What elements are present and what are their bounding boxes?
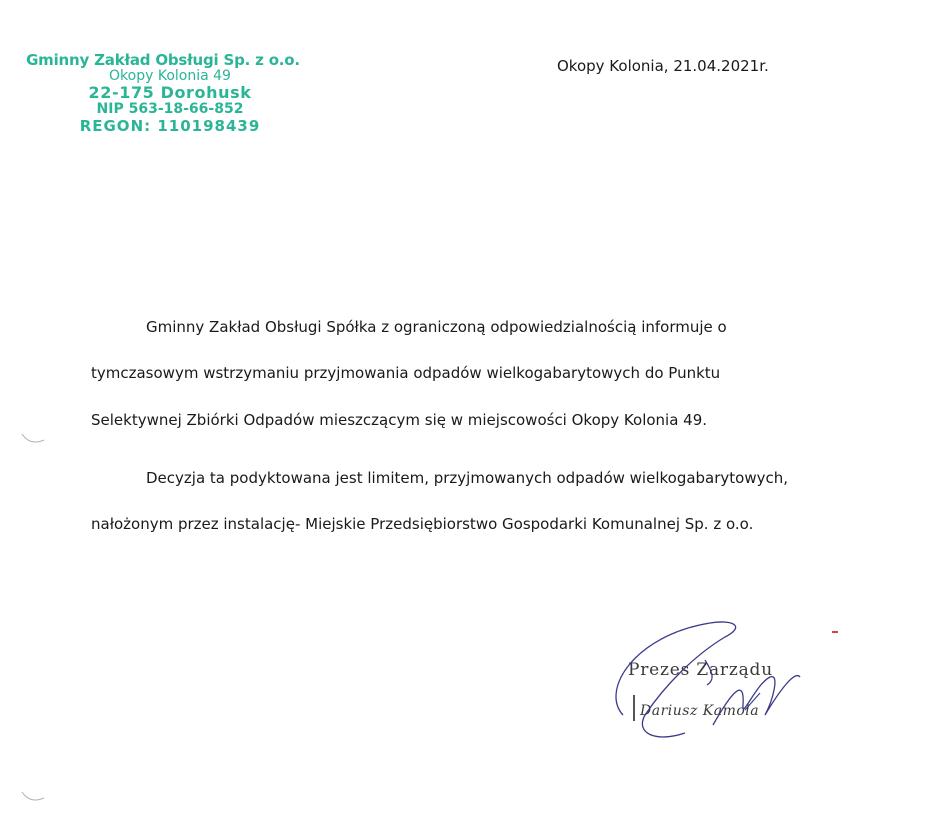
document-date: Okopy Kolonia, 21.04.2021r. xyxy=(557,57,769,75)
punch-hole-mark xyxy=(20,432,46,446)
paragraph-1-line-1: Gminny Zakład Obsługi Spółka z ograniczoną odpowiedzialnością informuje o xyxy=(146,318,727,336)
paragraph-1-line-3: Selektywnej Zbiórki Odpadów mieszczącym się w miejscowości Okopy Kolonia 49. xyxy=(91,411,708,429)
stamp-regon: REGON: 110198439 xyxy=(79,117,261,136)
stamp-address: Okopy Kolonia 49 xyxy=(109,67,231,84)
paragraph-2-line-2: nałożonym przez instalację- Miejskie Przedsiębiorstwo Gospodarki Komunalnej Sp. z o.o. xyxy=(91,515,754,533)
ink-mark xyxy=(832,631,838,633)
punch-hole-mark xyxy=(20,790,46,804)
stamp-nip: NIP 563-18-66-852 xyxy=(96,101,244,118)
company-stamp xyxy=(26,51,310,136)
signature-block xyxy=(595,615,845,755)
handwritten-signature xyxy=(595,615,845,755)
signature-title-stamp: Prezes Zarządu xyxy=(628,660,773,680)
signature-name-stamp: Dariusz Kamola xyxy=(640,703,760,719)
paragraph-2-line-1: Decyzja ta podyktowana jest limitem, przyjmowanych odpadów wielkogabarytowych, xyxy=(146,469,789,487)
paragraph-1-line-2: tymczasowym wstrzymaniu przyjmowania odpadów wielkogabarytowych do Punktu xyxy=(91,364,721,382)
stamp-postal-code: 22-175 Dorohusk xyxy=(88,83,252,103)
stamp-company-name: Gminny Zakład Obsługi Sp. z o.o. xyxy=(26,51,300,69)
